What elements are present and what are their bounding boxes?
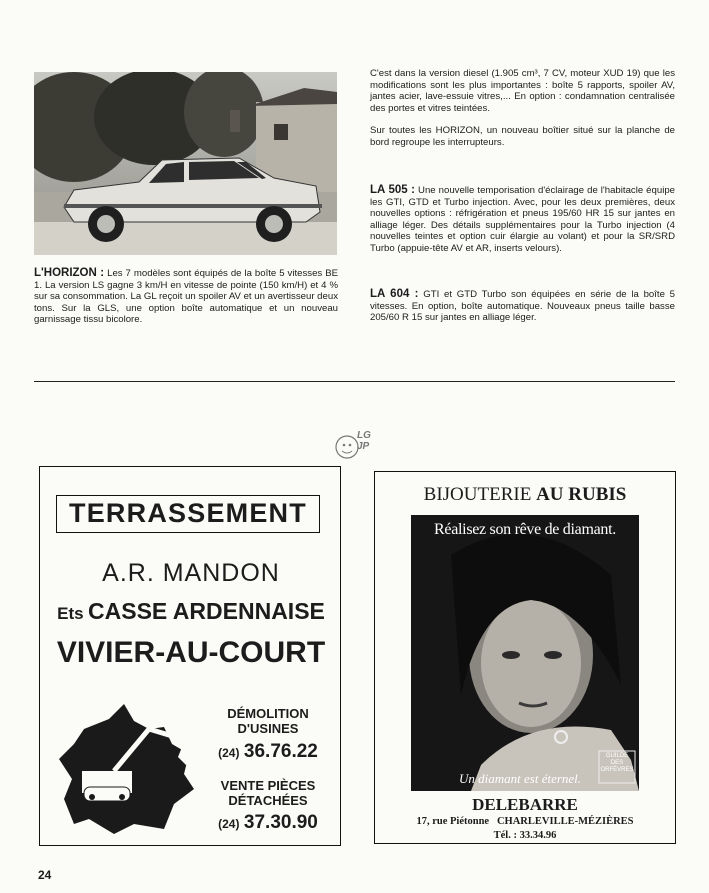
- la604-title: LA 604 :: [370, 288, 419, 300]
- ad-town: VIVIER-AU-COURT: [56, 636, 326, 669]
- ad-shop-title-a: BIJOUTERIE: [423, 484, 537, 505]
- ad-service2: VENTE PIÈCES: [220, 778, 316, 793]
- ad-tagline: Un diamant est éternel.: [459, 771, 582, 786]
- ad-shop-title-b: AU RUBIS: [536, 484, 627, 505]
- ad-shop-title: [375, 483, 675, 507]
- ad-service2b: DÉTACHÉES: [228, 793, 308, 808]
- ad-phone2: [205, 812, 331, 835]
- guild-logo: [600, 753, 634, 774]
- mandon-advertisement: [39, 466, 341, 846]
- la505-paragraph: [370, 185, 675, 255]
- lgjp-watermark: [333, 430, 377, 462]
- ad-service1b: D'USINES: [237, 721, 299, 736]
- excavator-icon: [54, 699, 204, 839]
- ad-phone: Tél. : 33.34.96: [493, 830, 557, 841]
- ad-header: TERRASSEMENT: [56, 495, 320, 533]
- horizon-title: L'HORIZON :: [34, 267, 105, 279]
- la604-paragraph: [370, 289, 675, 324]
- guild-line3: ORFÈVRES: [600, 767, 634, 773]
- ad-company: CASSE ARDENNAISE: [88, 598, 325, 624]
- page-number: 24: [38, 868, 52, 882]
- ad-phone1-number: 36.76.22: [243, 741, 318, 762]
- bijouterie-advertisement: [374, 471, 676, 844]
- section-divider: [34, 381, 675, 382]
- ad-phone2-prefix: (24): [218, 817, 240, 831]
- horizon-dashboard-paragraph: Sur toutes les HORIZON, un nouveau boîtier situé sur la planche de bord regroupe les interrupteurs.: [370, 125, 675, 148]
- woman-portrait-illustration: [411, 515, 639, 791]
- horizon-car-illustration: [34, 72, 337, 255]
- ad-phone2-number: 37.30.90: [243, 812, 318, 833]
- ad-service-parts: [205, 778, 331, 808]
- ad-ets: Ets: [57, 604, 84, 623]
- ad-company-line: [40, 597, 342, 629]
- ad-service-demolition: [205, 706, 331, 736]
- ad-portrait-photo: [411, 515, 639, 791]
- ad-address: 17, rue Piétonne CHARLEVILLE-MÉZIÈRES: [416, 816, 634, 827]
- watermark-line2: JP: [357, 441, 370, 452]
- ad-phone1-prefix: (24): [218, 746, 240, 760]
- la505-title: LA 505 :: [370, 184, 416, 196]
- horizon-caption: [34, 268, 338, 326]
- ad-phone1: [205, 741, 331, 764]
- ardennes-map-excavator: [54, 699, 204, 839]
- ad-shop-name: DELEBARRE: [472, 795, 578, 814]
- car-photo: [34, 72, 337, 255]
- horizon-body: Les 7 modèles sont équipés de la boîte 5 vitesses BE 1. La version LS gagne 3 km/H en vitesse de pointe (150 km/H) et 4 % sur sa consommation. La GL reçoit un spoiler AV et un avertisseur deux tons. Sur la GLS, une option boîte automatique et un nouveau garnissage tissu bicolore.: [34, 268, 338, 326]
- guild-line2: DES: [610, 760, 624, 766]
- ad-owner-name: A.R. MANDON: [102, 559, 280, 587]
- diesel-paragraph: C'est dans la version diesel (1.905 cm³, 7 CV, moteur XUD 19) que les modifications sont les plus importantes : boîte 5 rapports, spoiler AV, jantes acier, lave-essuie vitres,... En option : condamnation centralisée des portes et vitres teintées.: [370, 68, 675, 114]
- ad-service1: DÉMOLITION: [227, 706, 309, 721]
- guild-line1: GUILDE: [605, 753, 629, 759]
- watermark-line1: LG: [357, 430, 371, 441]
- la604-body: GTI et GTD Turbo son équipées en série de la boîte 5 vitesses. En option, boîte automatique. Nouveaux pneus taille basse 205/60 R 15 sur jantes en alliage léger.: [370, 289, 676, 324]
- la505-body: Une nouvelle temporisation d'éclairage de l'habitacle équipe les GTI, GTD et Turbo injection. Avec, pour les deux premières, deux nouvelles options : réfrigération et pneus 195/60 HR 15 sur jantes en alliage léger. Des détails supplémentaires pour la Turbo injection (4 nouvelles teintes et option cuir élargie au volant) et pour la SR/SRD Turbo (appuie-tête AV et AR, inserts velours).: [370, 185, 675, 254]
- ad-slogan: Réalisez son rêve de diamant.: [434, 521, 616, 538]
